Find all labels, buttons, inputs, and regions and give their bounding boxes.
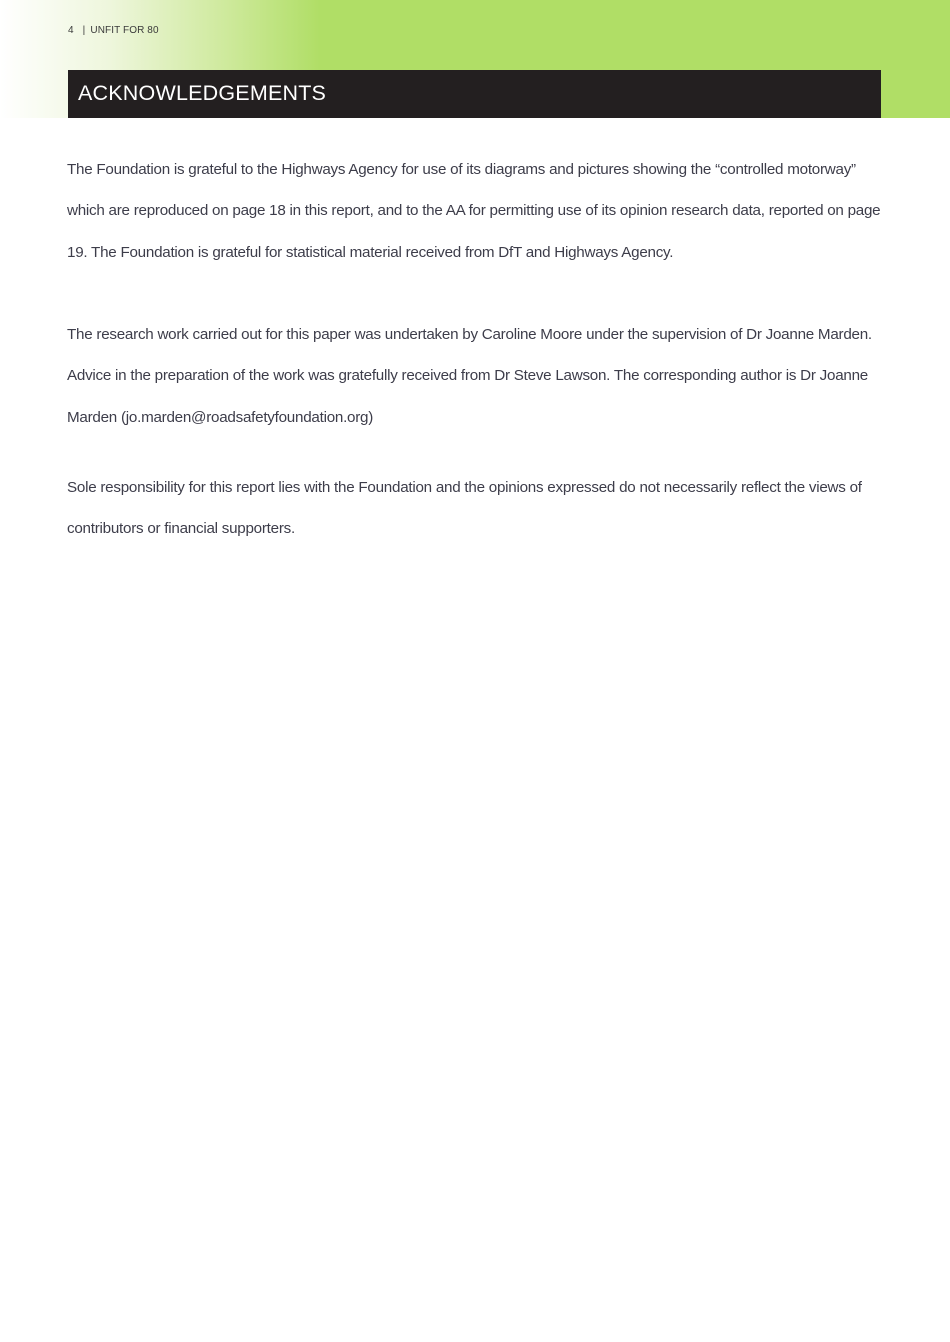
section-title-bar [68, 70, 881, 118]
section-title: ACKNOWLEDGEMENTS [78, 81, 327, 105]
running-header [68, 25, 159, 36]
acknowledgement-paragraph-2: The research work carried out for this paper was undertaken by Caroline Moore under the supervision of Dr Joanne Marden. Advice in the preparation of the work was gratefully received from Dr Steve Lawson. The corresponding author is Dr Joanne Marden (jo.marden@roadsafetyfoundation.org) [67, 326, 872, 426]
header-separator: | [82, 25, 86, 36]
acknowledgement-paragraph-1: The Foundation is grateful to the Highways Agency for use of its diagrams and pictures showing the “controlled motorway” which are reproduced on page 18 in this report, and to the AA for permitting use of its opinion research data, reported on page 19. The Foundation is grateful for statistical material received from DfT and Highways Agency. [67, 161, 881, 261]
acknowledgement-paragraph-3: Sole responsibility for this report lies with the Foundation and the opinions expressed do not necessarily reflect the views of contributors or financial supporters. [67, 479, 862, 538]
publication-title: UNFIT FOR 80 [90, 25, 159, 36]
page-number: 4 [68, 25, 74, 36]
